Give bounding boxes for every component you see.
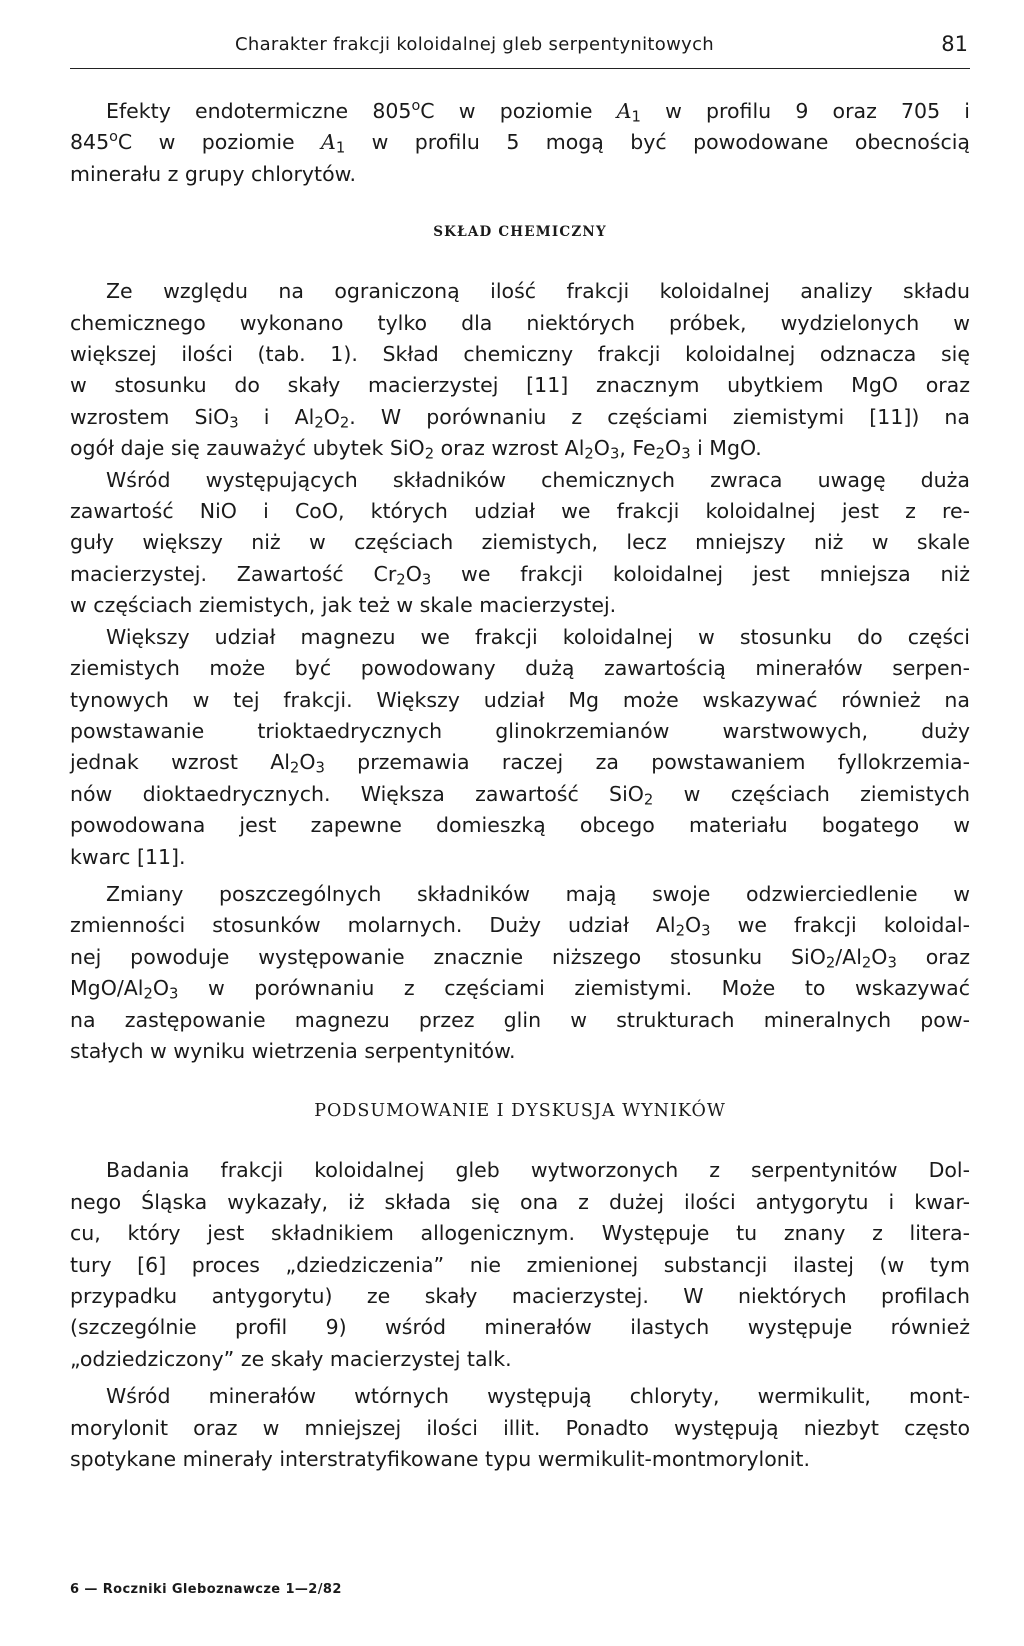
paragraph-intro: Efekty endotermiczne 805$^o$C w poziomie $A_1$ w profilu 9 oraz 705 i 845$^o$C w poziomie $A_1$ w profilu 5 mogą być powodowane obecnością minerału z grupy chlorytów. <box>70 98 970 186</box>
paragraph-summary: Badania frakcji koloidalnej gleb wytworzonych z serpentynitów Dol- nego Śląska wykazały, iż składa się ona z dużej ilości antygorytu i kwar- cu, który jest składnikiem allogenicznym. Występuje tu znany z litera- tury [6] proces „dziedziczenia” nie zmienionej substancji ilastej (w tym przypadku antygorytu) ze skały macierzystej. W niektórych profilach (szczególnie profil 9) wśród minerałów ilastych występuje również „odziedziczony” ze skały macierzystej talk. Wśród minerałów wtórnych występują chloryty, wermikulit, mont- morylonit oraz w mniejszej ilości illit. Ponadto występują niezbyt często spotykane minerały interstratyfikowane typu wermikulit-montmorylonit. <box>70 1158 970 1472</box>
section-heading-chemical-composition: SKŁAD CHEMICZNY <box>433 224 607 241</box>
section-heading-summary: PODSUMOWANIE I DYSKUSJA WYNIKÓW <box>314 1101 726 1122</box>
running-header <box>70 30 970 69</box>
running-title: Charakter frakcji koloidalnej gleb serpentynitowych <box>235 34 714 55</box>
page-number: 81 <box>941 32 968 56</box>
paragraph-chemical-1: Ze względu na ograniczoną ilość frakcji koloidalnej analizy składu chemicznego wykonano tylko dla niektórych próbek, wydzielonych w większej ilości (tab. 1). Skład chemiczny frakcji koloidalnej odznacza się w stosunku do skały macierzystej [11] znacznym ubytkiem MgO oraz wzrostem SiO$_3$ i $Al_2O_2$. W porównaniu z częściami ziemistymi [11]) na ogół daje się zauważyć ubytek SiO$_2$ oraz wzrost $Al_2O_3$, $Fe_2O_3$ i MgO. Wśród występujących składników chemicznych zwraca uwagę duża zawartość NiO i CoO, których udział we frakcji koloidalnej jest z re- guły większy niż w częściach ziemistych, lecz mniejszy niż w skale macierzystej. Zawartość $Cr_2O_3$ we frakcji koloidalnej jest mniejsza niż w częściach ziemistych, jak też w skale macierzystej. Większy udział magnezu we frakcji koloidalnej w stosunku do części ziemistych może być powodowany dużą zawartością minerałów serpen- tynowych w tej frakcji. Większy udział Mg może wskazywać również na powstawanie trioktaedrycznych glinokrzemianów warstwowych, duży jednak wzrost $Al_2O_3$ przemawia raczej za powstawaniem fyllokrzemia- nów dioktaedrycznych. Większa zawartość SiO$_2$ w częściach ziemistych powodowana jest zapewne domieszką obcego materiału bogatego w kwarc [11]. Zmiany poszczególnych składników mają swoje odzwierciedlenie w zmienności stosunków molarnych. Duży udział $Al_2O_3$ we frakcji koloidal- nej powoduje występowanie znacznie niższego stosunku $SiO_2/Al_2O_3$ oraz MgO/$Al_2O_3$ w porównaniu z częściami ziemistymi. Może to wskazywać na zastępowanie magnezu przez glin w strukturach mineralnych pow- stałych w wyniku wietrzenia serpentynitów. <box>70 279 971 1063</box>
footer-citation: 6 — Roczniki Gleboznawcze 1—2/82 <box>70 1582 342 1597</box>
page-body <box>70 96 970 1475</box>
